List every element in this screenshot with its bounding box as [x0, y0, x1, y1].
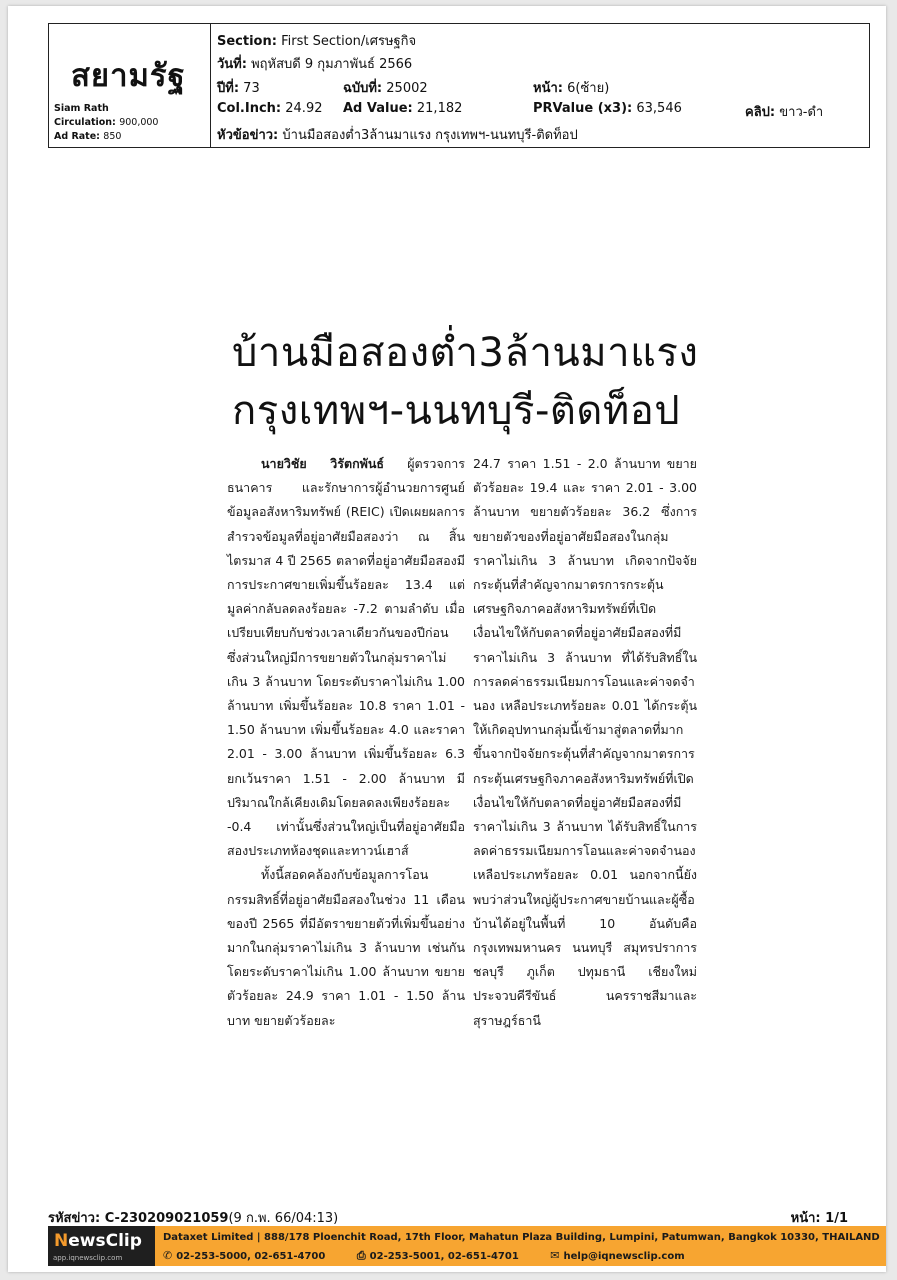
- article-column-1: [227, 452, 465, 1033]
- lead-name: นายวิชัย วิรัตกพันธ์: [261, 456, 385, 471]
- circulation: Circulation: 900,000: [54, 117, 159, 128]
- paragraph: นายวิชัย วิรัตกพันธ์ ผู้ตรวจการธนาคาร และรักษาการผู้อำนวยการศูนย์ข้อมูลอสังหาริมทรัพย์ (REIC) เปิดเผยผลการสำรวจข้อมูลที่อยู่อาศัยมือสองว่า ณ สิ้นไตรมาส 4 ปี 2565 ตลาดที่อยู่อาศัยมือสองมีการประกาศขายเพิ่มขึ้นร้อยละ 13.4 แต่มูลค่ากลับลดลงร้อยละ -7.2 ตามลำดับ เมื่อเปรียบเทียบกับช่วงเวลาเดียวกันของปีก่อน ซึ่งส่วนใหญ่มีการขยายตัวในกลุ่มราคาไม่เกิน 3 ล้านบาท โดยระดับราคาไม่เกิน 1.00 ล้านบาท เพิ่มขึ้นร้อยละ 10.8 ราคา 1.01 - 1.50 ล้านบาท เพิ่มขึ้นร้อยละ 4.0 และราคา 2.01 - 3.00 ล้านบาท เพิ่มขึ้นร้อยละ 6.3 ยกเว้นราคา 1.51 - 2.00 ล้านบาท มีปริมาณใกล้เคียงเดิมโดยลดลงเพียงร้อยละ -0.4 เท่านั้นซึ่งส่วนใหญ่เป็นที่อยู่อาศัยมือสองประเภทห้องชุดและทาวน์เฮาส์: [227, 456, 465, 859]
- fax-icon: ⎙: [356, 1249, 366, 1262]
- article-column-2: [473, 452, 697, 1033]
- colinch-field: Col.Inch: 24.92: [217, 101, 323, 116]
- newsclip-logo: NewsClip app.iqnewsclip.com: [48, 1226, 155, 1266]
- ad-rate: Ad Rate: 850: [54, 131, 122, 142]
- footer-bar: [48, 1226, 886, 1266]
- contact-bar: [155, 1226, 886, 1266]
- article-headline: [232, 324, 698, 440]
- advalue-field: Ad Value: 21,182: [343, 101, 463, 116]
- section-row: Section: First Section/เศรษฐกิจ: [217, 34, 417, 49]
- headline-line-2: กรุงเทพฯ-นนทบุรี-ติดท็อป: [232, 388, 681, 434]
- clipping-page: [8, 6, 886, 1272]
- headline-line-1: บ้านมือสองต่ำ3ล้านมาแรง: [232, 330, 699, 376]
- publication-logo: สยามรัฐ: [71, 58, 186, 94]
- page-number: หน้า: 1/1: [790, 1211, 848, 1226]
- clip-info: [217, 24, 869, 147]
- issue-field: ฉบับที่: 25002: [343, 81, 428, 96]
- year-field: ปีที่: 73: [217, 81, 260, 96]
- phone-icon: ✆: [163, 1249, 173, 1262]
- company-address: Dataxet Limited | 888/178 Ploenchit Road, 17th Floor, Mahatun Plaza Building, Lumpini, Patumwan, Bangkok 10330, THAILAND: [163, 1232, 880, 1243]
- phone-numbers: 02-253-5000, 02-651-4700: [176, 1251, 326, 1262]
- clip-header: [48, 23, 870, 148]
- fax-numbers: 02-253-5001, 02-651-4701: [369, 1251, 519, 1262]
- clip-type-field: คลิป: ขาว-ดำ: [745, 105, 824, 120]
- news-code: รหัสข่าว: C-230209021059(9 ก.พ. 66/04:13): [48, 1211, 339, 1226]
- publication-name: Siam Rath: [54, 103, 109, 114]
- email-address[interactable]: help@iqnewsclip.com: [563, 1251, 685, 1262]
- email-icon: ✉: [550, 1249, 560, 1262]
- prvalue-field: PRValue (x3): 63,546: [533, 101, 682, 116]
- site-url: app.iqnewsclip.com: [53, 1254, 123, 1262]
- paragraph: 24.7 ราคา 1.51 - 2.0 ล้านบาท ขยายตัวร้อยละ 19.4 และ ราคา 2.01 - 3.00 ล้านบาท ขยายตัวร้อยละ 36.2 ซึ่งการขยายตัวของที่อยู่อาศัยมือสองในกลุ่มราคาไม่เกิน 3 ล้านบาท เกิดจากปัจจัยกระตุ้นที่สำคัญจากมาตรการกระตุ้นเศรษฐกิจภาคอสังหาริมทรัพย์ที่เปิดเงื่อนไขให้กับตลาดที่อยู่อาศัยมือสองที่มีราคาไม่เกิน 3 ล้านบาท ที่ได้รับสิทธิ์ในการลดค่าธรรมเนียมการโอนและค่าจดจำนอง เหลือประเภทร้อยละ 0.01 ได้กระตุ้นให้เกิดอุปทานกลุ่มนี้เข้ามาสู่ตลาดที่มากขึ้นจากปัจจัยกระตุ้นที่สำคัญจากมาตรการกระตุ้นเศรษฐกิจภาคอสังหาริมทรัพย์ที่เปิดเงื่อนไขให้กับตลาดที่อยู่อาศัยมือสองที่มีราคาไม่เกิน 3 ล้านบาท ได้รับสิทธิ์ในการลดค่าธรรมเนียมการโอนและค่าจดจำนองเหลือประเภทร้อยละ 0.01 นอกจากนี้ยังพบว่าส่วนใหญ่ผู้ประกาศขายบ้านและผู้ซื้อบ้านได้อยู่ในพื้นที่ 10 อันดับคือ กรุงเทพมหานคร นนทบุรี สมุทรปราการ ชลบุรี ภูเก็ต ปทุมธานี เชียงใหม่ ประจวบคีรีขันธ์ นครราชสีมาและ สุราษฎร์ธานี: [473, 456, 697, 1028]
- paragraph: ทั้งนี้สอดคล้องกับข้อมูลการโอนกรรมสิทธิ์ที่อยู่อาศัยมือสองในช่วง 11 เดือนของปี 2565 ที่มีอัตราขยายตัวที่เพิ่มขึ้นอย่างมากในกลุ่มราคาไม่เกิน 3 ล้านบาท เช่นกัน โดยระดับราคาไม่เกิน 1.00 ล้านบาท ขยายตัวร้อยละ 24.9 ราคา 1.01 - 1.50 ล้านบาท ขยายตัวร้อยละ: [227, 867, 465, 1028]
- topic-row: หัวข้อข่าว: บ้านมือสองต่ำ3ล้านมาแรง กรุงเทพฯ-นนทบุรี-ติดท็อป: [217, 128, 578, 143]
- publication-info: [49, 24, 211, 147]
- date-row: วันที่: พฤหัสบดี 9 กุมภาพันธ์ 2566: [217, 57, 413, 72]
- page-field: หน้า: 6(ซ้าย): [533, 81, 610, 96]
